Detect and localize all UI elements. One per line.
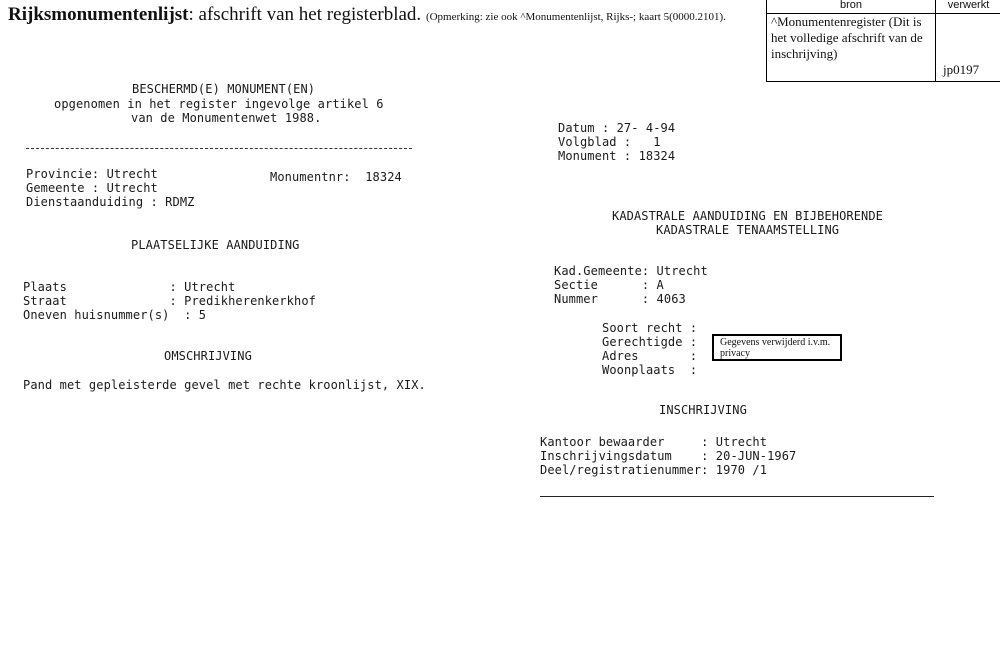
dienstaanduiding-line: Dienstaanduiding : RDMZ (26, 195, 195, 209)
kantoor-line: Kantoor bewaarder : Utrecht (540, 435, 768, 449)
sectie-line: Sectie : A (554, 278, 664, 292)
meta-col-bron: bron (839, 0, 863, 11)
monumentnr-line: Monumentnr: 18324 (270, 170, 402, 184)
heading-monumentenwet: van de Monumentenwet 1988. (131, 111, 322, 125)
omschrijving-text: Pand met gepleisterde gevel met rechte kroonlijst, XIX. (23, 378, 426, 392)
meta-bron-value: ^Monumentenregister (Dit is het volledige afschrift van de inschrijving) (771, 14, 923, 61)
gemeente-line: Gemeente : Utrecht (26, 181, 158, 195)
heading-beschermd: BESCHERMD(E) MONUMENT(EN) (132, 82, 316, 96)
provincie-line: Provincie: Utrecht (26, 167, 158, 181)
volgblad-line: Volgblad : 1 (558, 135, 661, 149)
title-bold: Rijksmonumentenlijst (8, 4, 189, 25)
straat-line: Straat : Predikherenkerkhof (23, 294, 316, 308)
inschrijvingsdatum-line: Inschrijvingsdatum : 20-JUN-1967 (540, 449, 797, 463)
datum-line: Datum : 27- 4-94 (558, 121, 676, 135)
soort-recht-line: Soort recht : (602, 321, 698, 335)
nummer-line: Nummer : 4063 (554, 292, 686, 306)
heading-opgenomen: opgenomen in het register ingevolge artikel 6 (54, 97, 384, 111)
kad-gemeente-line: Kad.Gemeente: Utrecht (554, 264, 708, 278)
bottom-divider (540, 496, 934, 497)
title-rest: : afschrift van het registerblad. (188, 4, 422, 25)
title-note: (Opmerking: zie ook ^Monumentenlijst, Rijks-; kaart 5(0000.2101). (425, 11, 726, 23)
meta-col-verwerkt: verwerkt (947, 0, 990, 11)
kadastrale-heading-2: KADASTRALE TENAAMSTELLING (656, 223, 840, 237)
omschrijving-heading: OMSCHRIJVING (164, 349, 252, 363)
deel-line: Deel/registratienummer: 1970 /1 (540, 463, 768, 477)
woonplaats-line: Woonplaats : (602, 363, 698, 377)
inschrijving-heading: INSCHRIJVING (659, 403, 747, 417)
monument-line: Monument : 18324 (558, 149, 676, 163)
gerechtigde-line: Gerechtigde : (602, 335, 698, 349)
document-title (8, 4, 726, 26)
plaatselijke-heading: PLAATSELIJKE AANDUIDING (131, 238, 300, 252)
meta-table (766, 0, 1000, 82)
meta-verwerkt-value: jp0197 (943, 62, 980, 77)
privacy-redaction-box (712, 334, 842, 361)
adres-line: Adres : (602, 349, 698, 363)
kadastrale-heading-1: KADASTRALE AANDUIDING EN BIJBEHORENDE (612, 209, 884, 223)
plaats-line: Plaats : Utrecht (23, 280, 236, 294)
privacy-text: Gegevens verwijderd i.v.m. privacy (720, 337, 831, 359)
huisnummer-line: Oneven huisnummer(s) : 5 (23, 308, 207, 322)
dashed-divider (26, 148, 412, 149)
meta-divider (935, 0, 936, 81)
